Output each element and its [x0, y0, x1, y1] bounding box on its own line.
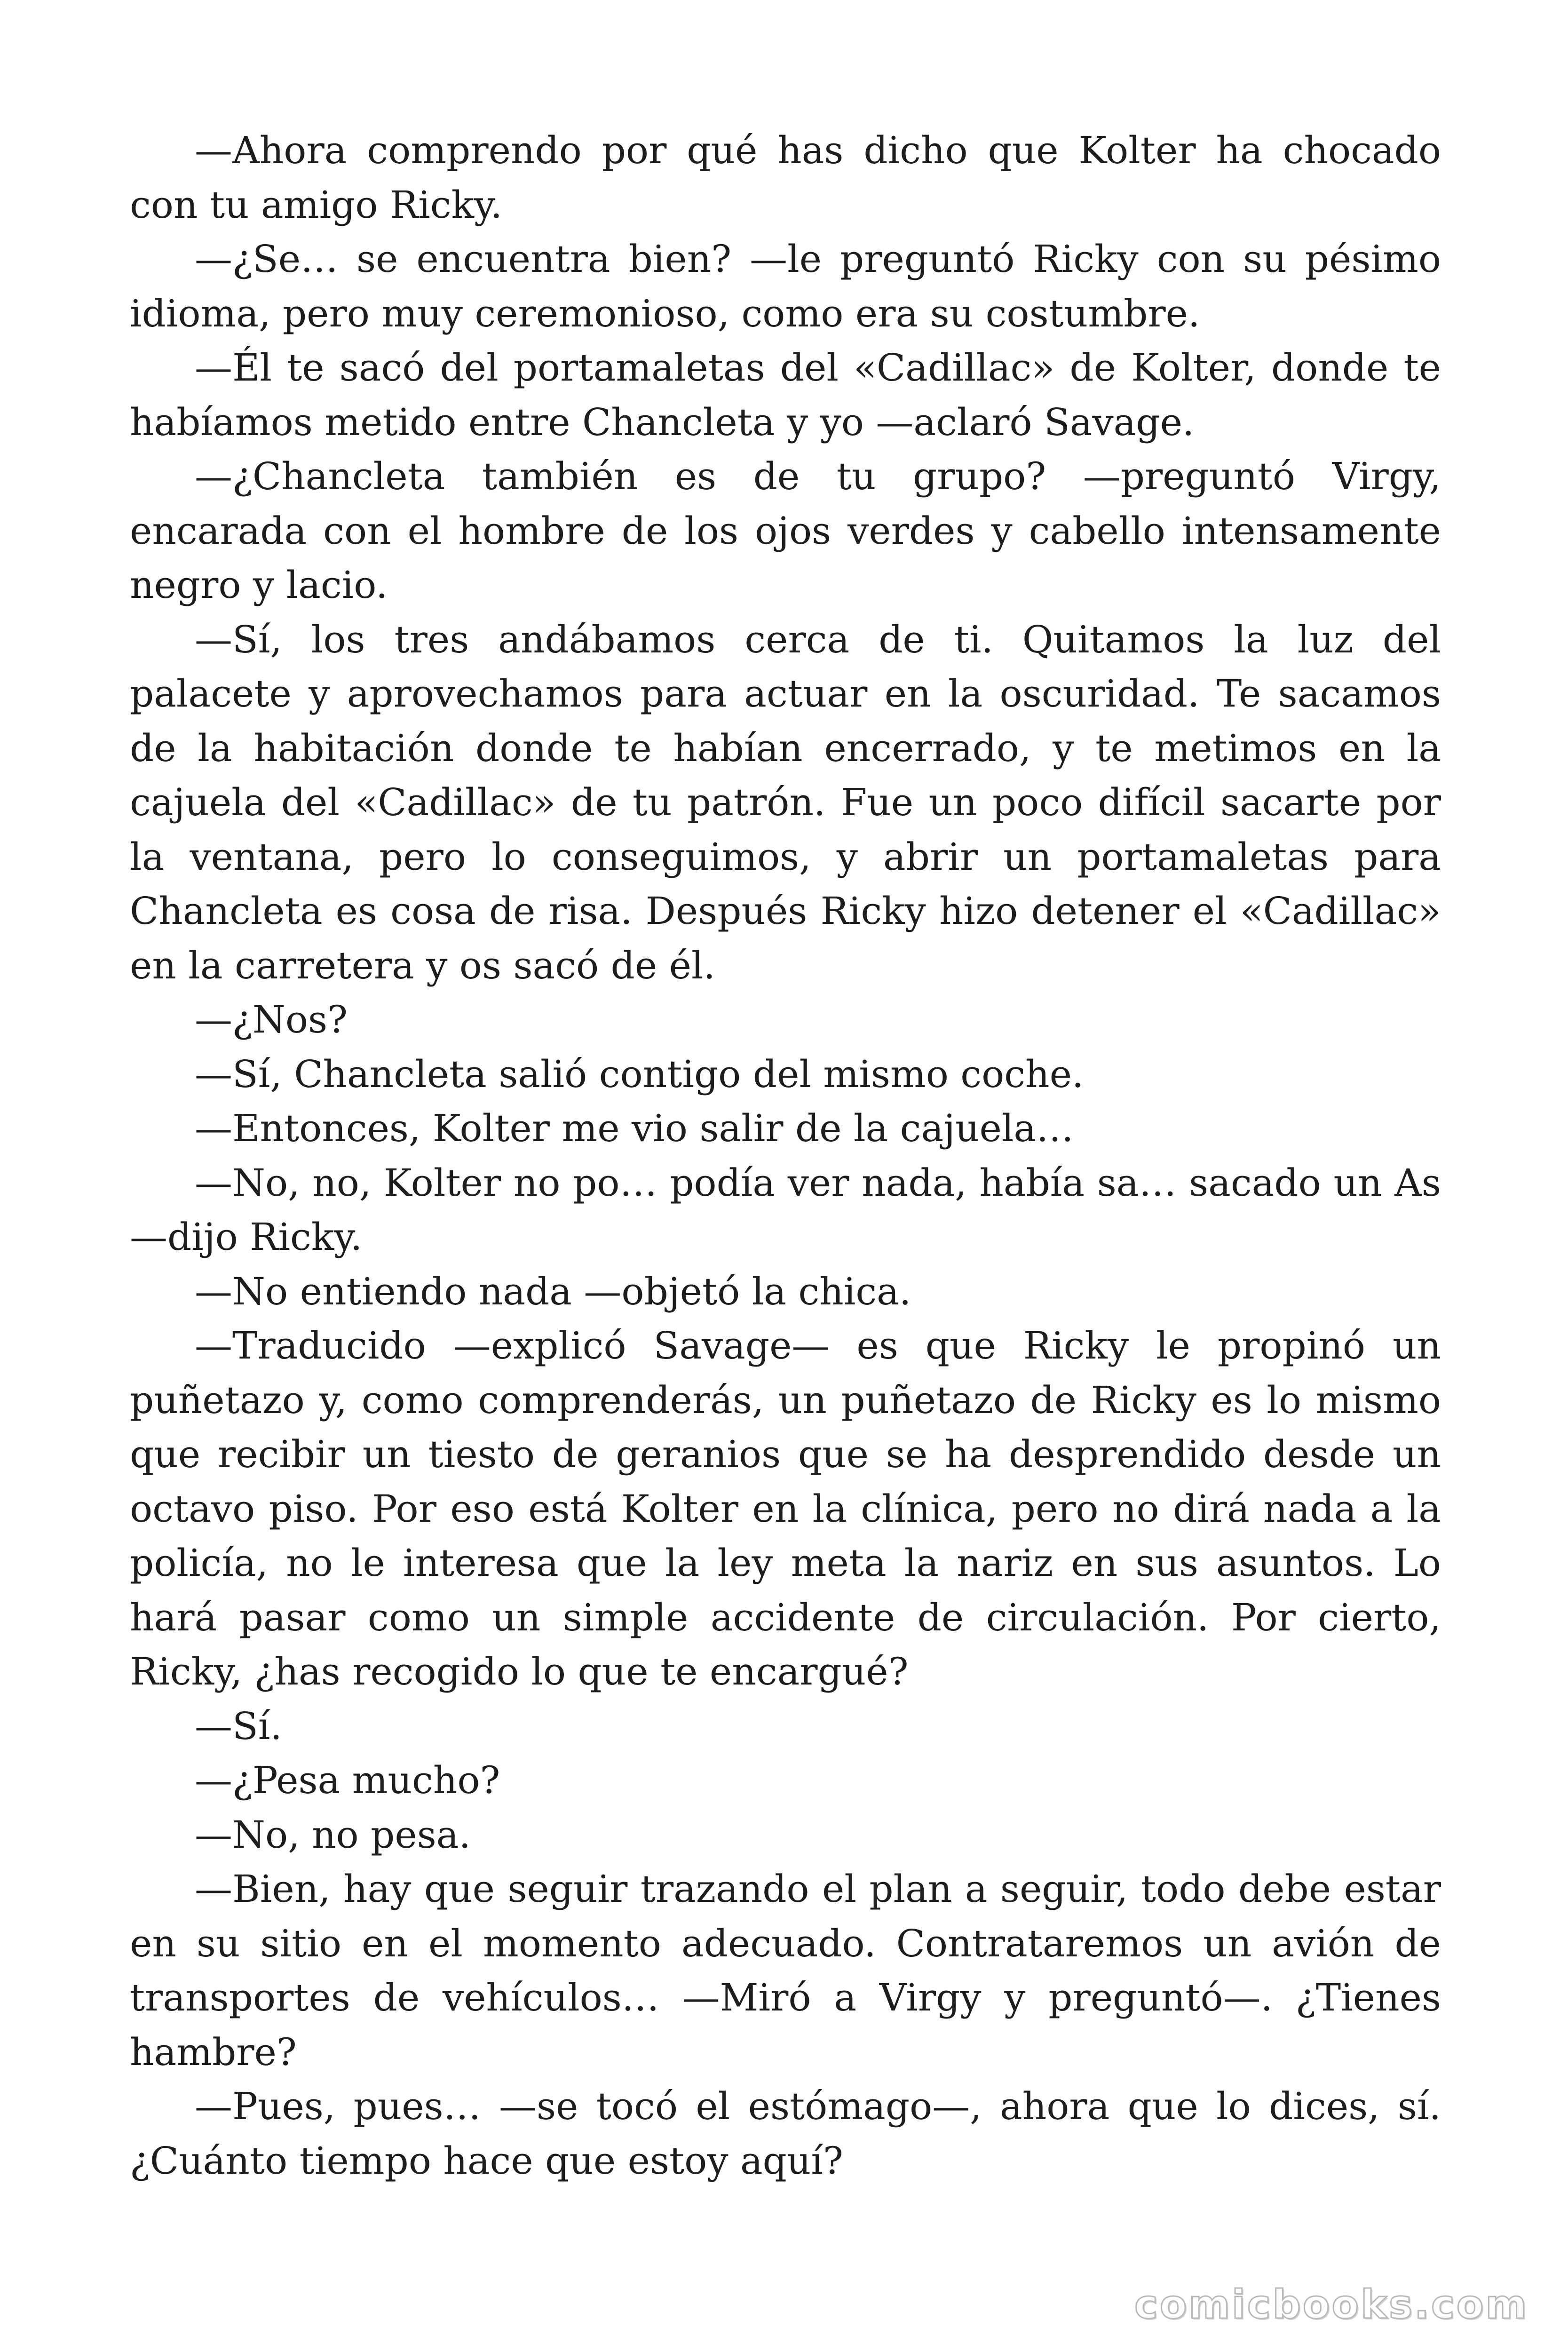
paragraph: —Ahora comprendo por qué has dicho que Kolter ha chocado con tu amigo Ricky. — [130, 128, 1441, 227]
paragraph: —¿Pesa mucho? — [195, 1758, 500, 1802]
paragraph: —¿Chancleta también es de tu grupo? —preguntó Virgy, encarada con el hombre de los ojos verdes y cabello intensamente negro y lacio. — [130, 454, 1441, 607]
paragraph: —Entonces, Kolter me vio salir de la cajuela… — [195, 1106, 1074, 1150]
paragraph: —¿Nos? — [195, 998, 348, 1041]
page-text — [130, 123, 1441, 2188]
paragraph: —No, no pesa. — [195, 1812, 471, 1857]
paragraph: —Bien, hay que seguir trazando el plan a seguir, todo debe estar en su sitio en el momento adecuado. Contrataremos un avión de transportes de vehículos… —Miró a Virgy y preguntó—. ¿Tienes hambre? — [130, 1867, 1441, 2074]
paragraph: —No, no, Kolter no po… podía ver nada, había sa… sacado un As —dijo Ricky. — [130, 1160, 1441, 1259]
paragraph: —Traducido —explicó Savage— es que Ricky le propinó un puñetazo y, como comprenderás, un puñetazo de Ricky es lo mismo que recibir un tiesto de geranios que se ha desprendido desde un octavo piso. Por eso está Kolter en la clínica, pero no dirá nada a la policía, no le interesa que la ley meta la nariz en sus asuntos. Lo hará pasar como un simple accidente de circulación. Por cierto, Ricky, ¿has recogido lo que te encargué? — [130, 1324, 1441, 1693]
paragraph: —Sí. — [195, 1704, 282, 1748]
paragraph: —Sí, Chancleta salió contigo del mismo coche. — [195, 1052, 1084, 1096]
paragraph: —Sí, los tres andábamos cerca de ti. Quitamos la luz del palacete y aprovechamos para actuar en la oscuridad. Te sacamos de la habitación donde te habían encerrado, y te metimos en la cajuela del «Cadillac» de tu patrón. Fue un poco difícil sacarte por la ventana, pero lo conseguimos, y abrir un portamaletas para Chancleta es cosa de risa. Después Ricky hizo detener el «Cadillac» en la carretera y os sacó de él. — [130, 617, 1441, 987]
watermark: comicbooks.com — [1134, 2281, 1528, 2328]
paragraph: —Él te sacó del portamaletas del «Cadillac» de Kolter, donde te habíamos metido entre Chancleta y yo —aclaró Savage. — [130, 346, 1441, 444]
paragraph: —No entiendo nada —objetó la chica. — [195, 1269, 911, 1313]
paragraph: —Pues, pues… —se tocó el estómago—, ahora que lo dices, sí. ¿Cuánto tiempo hace que estoy aquí? — [130, 2084, 1441, 2183]
paragraph: —¿Se… se encuentra bien? —le preguntó Ricky con su pésimo idioma, pero muy ceremonioso, como era su costumbre. — [130, 237, 1441, 335]
